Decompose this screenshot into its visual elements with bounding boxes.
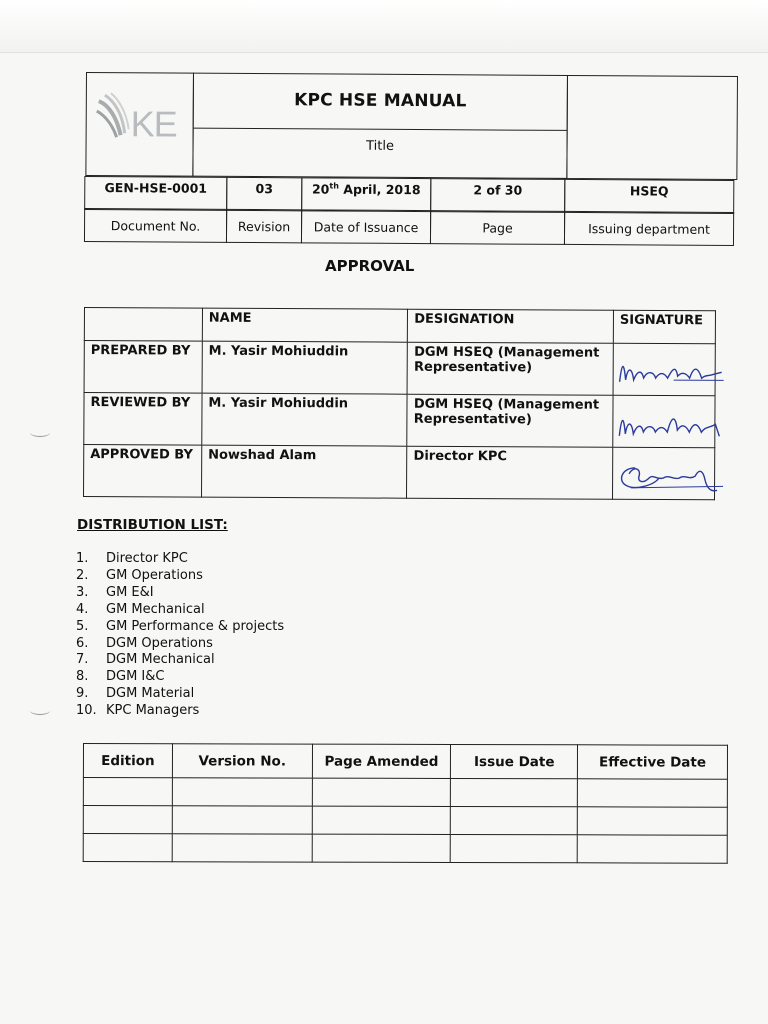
distribution-heading: DISTRIBUTION LIST:	[77, 517, 228, 533]
table-cell	[83, 806, 172, 834]
manual-title: KPC HSE MANUAL	[294, 90, 467, 112]
table-cell	[577, 835, 727, 863]
revision-number: 03	[226, 177, 302, 211]
signature-image	[614, 350, 734, 395]
document-number: GEN-HSE-0001	[84, 176, 227, 211]
table-cell	[312, 778, 451, 806]
document-number-label: Document No.	[84, 208, 227, 243]
table-cell	[83, 834, 172, 862]
approval-row-prepared	[84, 341, 715, 396]
approval-designation: Director KPC	[407, 446, 613, 499]
approval-row-approved	[84, 445, 715, 500]
table-cell	[578, 779, 728, 807]
list-item	[76, 636, 284, 653]
approval-person-name: M. Yasir Mohiuddin	[202, 393, 408, 446]
approval-role: REVIEWED BY	[84, 393, 202, 446]
list-number: 1.	[76, 551, 89, 566]
list-item	[76, 602, 284, 619]
list-label: GM E&I	[106, 584, 154, 600]
list-label: GM Mechanical	[106, 601, 205, 617]
issuance-date-label: Date of Issuance	[301, 209, 431, 244]
list-number: 10.	[76, 703, 97, 719]
issuing-department-label: Issuing department	[564, 211, 734, 246]
page-count: 2 of 30	[430, 178, 565, 213]
logo-text: KE	[130, 103, 177, 145]
signature-cell	[613, 343, 715, 396]
list-label: Director KPC	[106, 551, 188, 566]
table-cell	[312, 806, 451, 834]
title-label: Title	[366, 138, 395, 154]
scan-top-edge	[0, 0, 768, 53]
blank-header-cell	[566, 75, 738, 180]
table-cell	[451, 834, 578, 862]
approval-col-blank	[84, 308, 202, 342]
ke-logo	[95, 91, 187, 152]
list-label: GM Operations	[106, 567, 203, 583]
approval-col-name: NAME	[202, 308, 408, 342]
list-item	[76, 585, 284, 602]
approval-role: PREPARED BY	[84, 341, 202, 394]
table-cell	[451, 806, 578, 834]
issuance-date: 20th April, 2018	[301, 177, 431, 212]
approval-col-signature: SIGNATURE	[613, 310, 715, 344]
list-label: DGM I&C	[106, 669, 165, 685]
table-row	[83, 806, 727, 836]
approval-heading: APPROVAL	[325, 257, 415, 275]
table-cell	[83, 778, 172, 806]
list-label: DGM Material	[106, 686, 195, 702]
approval-table	[83, 307, 716, 500]
title-cell	[192, 73, 568, 179]
list-label: DGM Mechanical	[106, 652, 215, 668]
col-effective-date: Effective Date	[578, 745, 728, 779]
list-item	[76, 703, 284, 720]
list-item	[76, 568, 284, 585]
list-number: 9.	[76, 686, 89, 702]
title-divider	[194, 128, 567, 131]
list-item	[76, 669, 284, 686]
table-cell	[577, 807, 727, 835]
table-cell	[172, 778, 312, 806]
list-item	[76, 551, 284, 568]
col-issue-date: Issue Date	[451, 744, 578, 778]
logo-cell	[85, 72, 194, 177]
scan-artifact	[30, 428, 50, 437]
scan-artifact	[30, 706, 50, 715]
table-cell	[451, 778, 578, 806]
list-number: 4.	[76, 601, 89, 617]
table-cell	[172, 806, 312, 834]
list-number: 6.	[76, 635, 89, 651]
approval-row-reviewed	[84, 393, 715, 448]
list-item	[76, 686, 284, 703]
approval-designation: DGM HSEQ (Management Representative)	[407, 394, 613, 447]
col-page-amended: Page Amended	[312, 744, 451, 778]
signature-cell	[613, 395, 715, 448]
list-number: 3.	[76, 584, 89, 600]
table-row	[83, 778, 727, 808]
table-cell	[172, 834, 312, 862]
signature-image	[613, 454, 733, 499]
list-label: DGM Operations	[106, 635, 213, 651]
distribution-list	[76, 551, 284, 720]
approval-role: APPROVED BY	[84, 445, 202, 498]
list-number: 5.	[76, 618, 89, 634]
approval-designation: DGM HSEQ (Management Representative)	[407, 342, 613, 395]
signature-image	[613, 402, 733, 447]
document-header	[85, 72, 738, 246]
revision-label: Revision	[226, 209, 302, 243]
list-item	[76, 619, 284, 636]
page-label: Page	[430, 210, 565, 245]
table-row	[83, 834, 727, 864]
list-number: 7.	[76, 652, 89, 668]
list-number: 8.	[76, 669, 89, 685]
edition-table	[83, 743, 728, 864]
approval-person-name: M. Yasir Mohiuddin	[202, 341, 408, 394]
edition-header-row	[83, 744, 727, 780]
table-cell	[312, 834, 451, 862]
list-label: KPC Managers	[106, 703, 200, 719]
list-item	[76, 652, 284, 669]
issuing-department: HSEQ	[564, 179, 734, 214]
col-edition: Edition	[83, 744, 172, 778]
leaf-icon	[95, 91, 135, 151]
approval-person-name: Nowshad Alam	[201, 445, 407, 498]
signature-cell	[613, 447, 715, 500]
list-label: GM Performance & projects	[106, 618, 285, 634]
meta-labels-row	[85, 208, 737, 246]
approval-header-row	[84, 308, 715, 344]
approval-col-designation: DESIGNATION	[408, 309, 614, 343]
list-number: 2.	[76, 567, 89, 583]
col-version: Version No.	[172, 744, 312, 778]
